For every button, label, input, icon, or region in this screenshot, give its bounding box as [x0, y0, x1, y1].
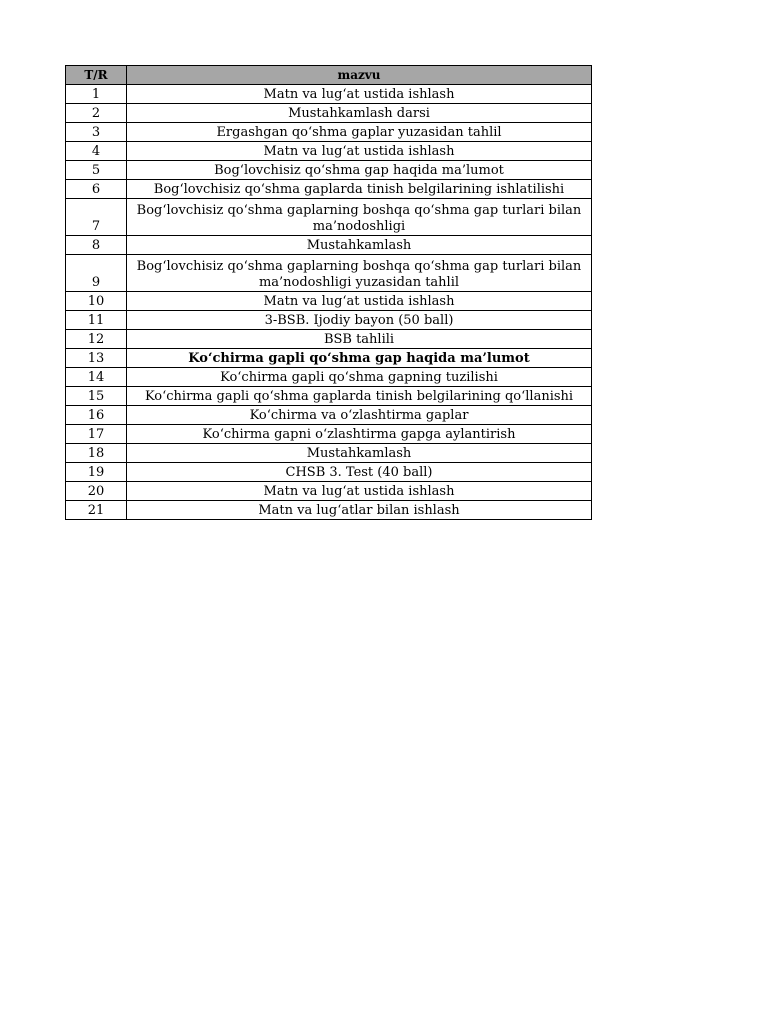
row-number: 4	[66, 142, 127, 161]
row-topic: Mustahkamlash darsi	[127, 104, 592, 123]
row-number: 9	[66, 255, 127, 292]
row-topic: Ko‘chirma gapni o‘zlashtirma gapga aylantirish	[127, 425, 592, 444]
row-number: 17	[66, 425, 127, 444]
row-topic: Matn va lug‘at ustida ishlash	[127, 482, 592, 501]
row-topic: Bog‘lovchisiz qo‘shma gaplarning boshqa qo‘shma gap turlari bilan ma’nodoshligi	[127, 199, 592, 236]
table-row	[66, 482, 592, 501]
table-row	[66, 236, 592, 255]
row-topic: Ko‘chirma gapli qo‘shma gapning tuzilishi	[127, 368, 592, 387]
row-number: 8	[66, 236, 127, 255]
table-row	[66, 463, 592, 482]
row-topic: Bog‘lovchisiz qo‘shma gaplarda tinish belgilarining ishlatilishi	[127, 180, 592, 199]
table-row	[66, 406, 592, 425]
row-topic: Ergashgan qo‘shma gaplar yuzasidan tahlil	[127, 123, 592, 142]
lesson-plan-table	[65, 65, 592, 520]
row-number: 1	[66, 85, 127, 104]
row-topic: Bog‘lovchisiz qo‘shma gap haqida ma’lumot	[127, 161, 592, 180]
row-topic: Matn va lug‘at ustida ishlash	[127, 85, 592, 104]
table-row	[66, 255, 592, 292]
row-number: 14	[66, 368, 127, 387]
table-row	[66, 85, 592, 104]
row-number: 16	[66, 406, 127, 425]
row-number: 20	[66, 482, 127, 501]
row-number: 3	[66, 123, 127, 142]
table-header-row	[66, 66, 592, 85]
table-row	[66, 311, 592, 330]
row-number: 21	[66, 501, 127, 520]
row-topic: Mustahkamlash	[127, 236, 592, 255]
row-topic: Ko‘chirma gapli qo‘shma gaplarda tinish belgilarining qo‘llanishi	[127, 387, 592, 406]
table-row	[66, 330, 592, 349]
row-topic: Mustahkamlash	[127, 444, 592, 463]
row-number: 13	[66, 349, 127, 368]
header-number: T/R	[66, 66, 127, 85]
row-number: 10	[66, 292, 127, 311]
table-row	[66, 142, 592, 161]
row-topic: Ko‘chirma gapli qo‘shma gap haqida ma’lumot	[127, 349, 592, 368]
row-topic: BSB tahlili	[127, 330, 592, 349]
row-topic: Bog‘lovchisiz qo‘shma gaplarning boshqa qo‘shma gap turlari bilan ma’nodoshligi yuzasidan tahlil	[127, 255, 592, 292]
table-row	[66, 444, 592, 463]
table-row	[66, 387, 592, 406]
row-topic: Matn va lug‘at ustida ishlash	[127, 292, 592, 311]
table-row	[66, 501, 592, 520]
table-row	[66, 161, 592, 180]
row-number: 2	[66, 104, 127, 123]
row-topic: Matn va lug‘atlar bilan ishlash	[127, 501, 592, 520]
row-topic: Ko‘chirma va o‘zlashtirma gaplar	[127, 406, 592, 425]
table-row	[66, 180, 592, 199]
row-number: 11	[66, 311, 127, 330]
header-topic: mazvu	[127, 66, 592, 85]
table-row	[66, 104, 592, 123]
table-row	[66, 199, 592, 236]
row-number: 12	[66, 330, 127, 349]
table-row	[66, 123, 592, 142]
table-row	[66, 349, 592, 368]
row-topic: 3-BSB. Ijodiy bayon (50 ball)	[127, 311, 592, 330]
table-row	[66, 425, 592, 444]
row-number: 18	[66, 444, 127, 463]
row-number: 19	[66, 463, 127, 482]
row-topic: Matn va lug‘at ustida ishlash	[127, 142, 592, 161]
row-number: 5	[66, 161, 127, 180]
table-row	[66, 368, 592, 387]
row-number: 7	[66, 199, 127, 236]
row-topic: CHSB 3. Test (40 ball)	[127, 463, 592, 482]
row-number: 6	[66, 180, 127, 199]
row-number: 15	[66, 387, 127, 406]
table-row	[66, 292, 592, 311]
